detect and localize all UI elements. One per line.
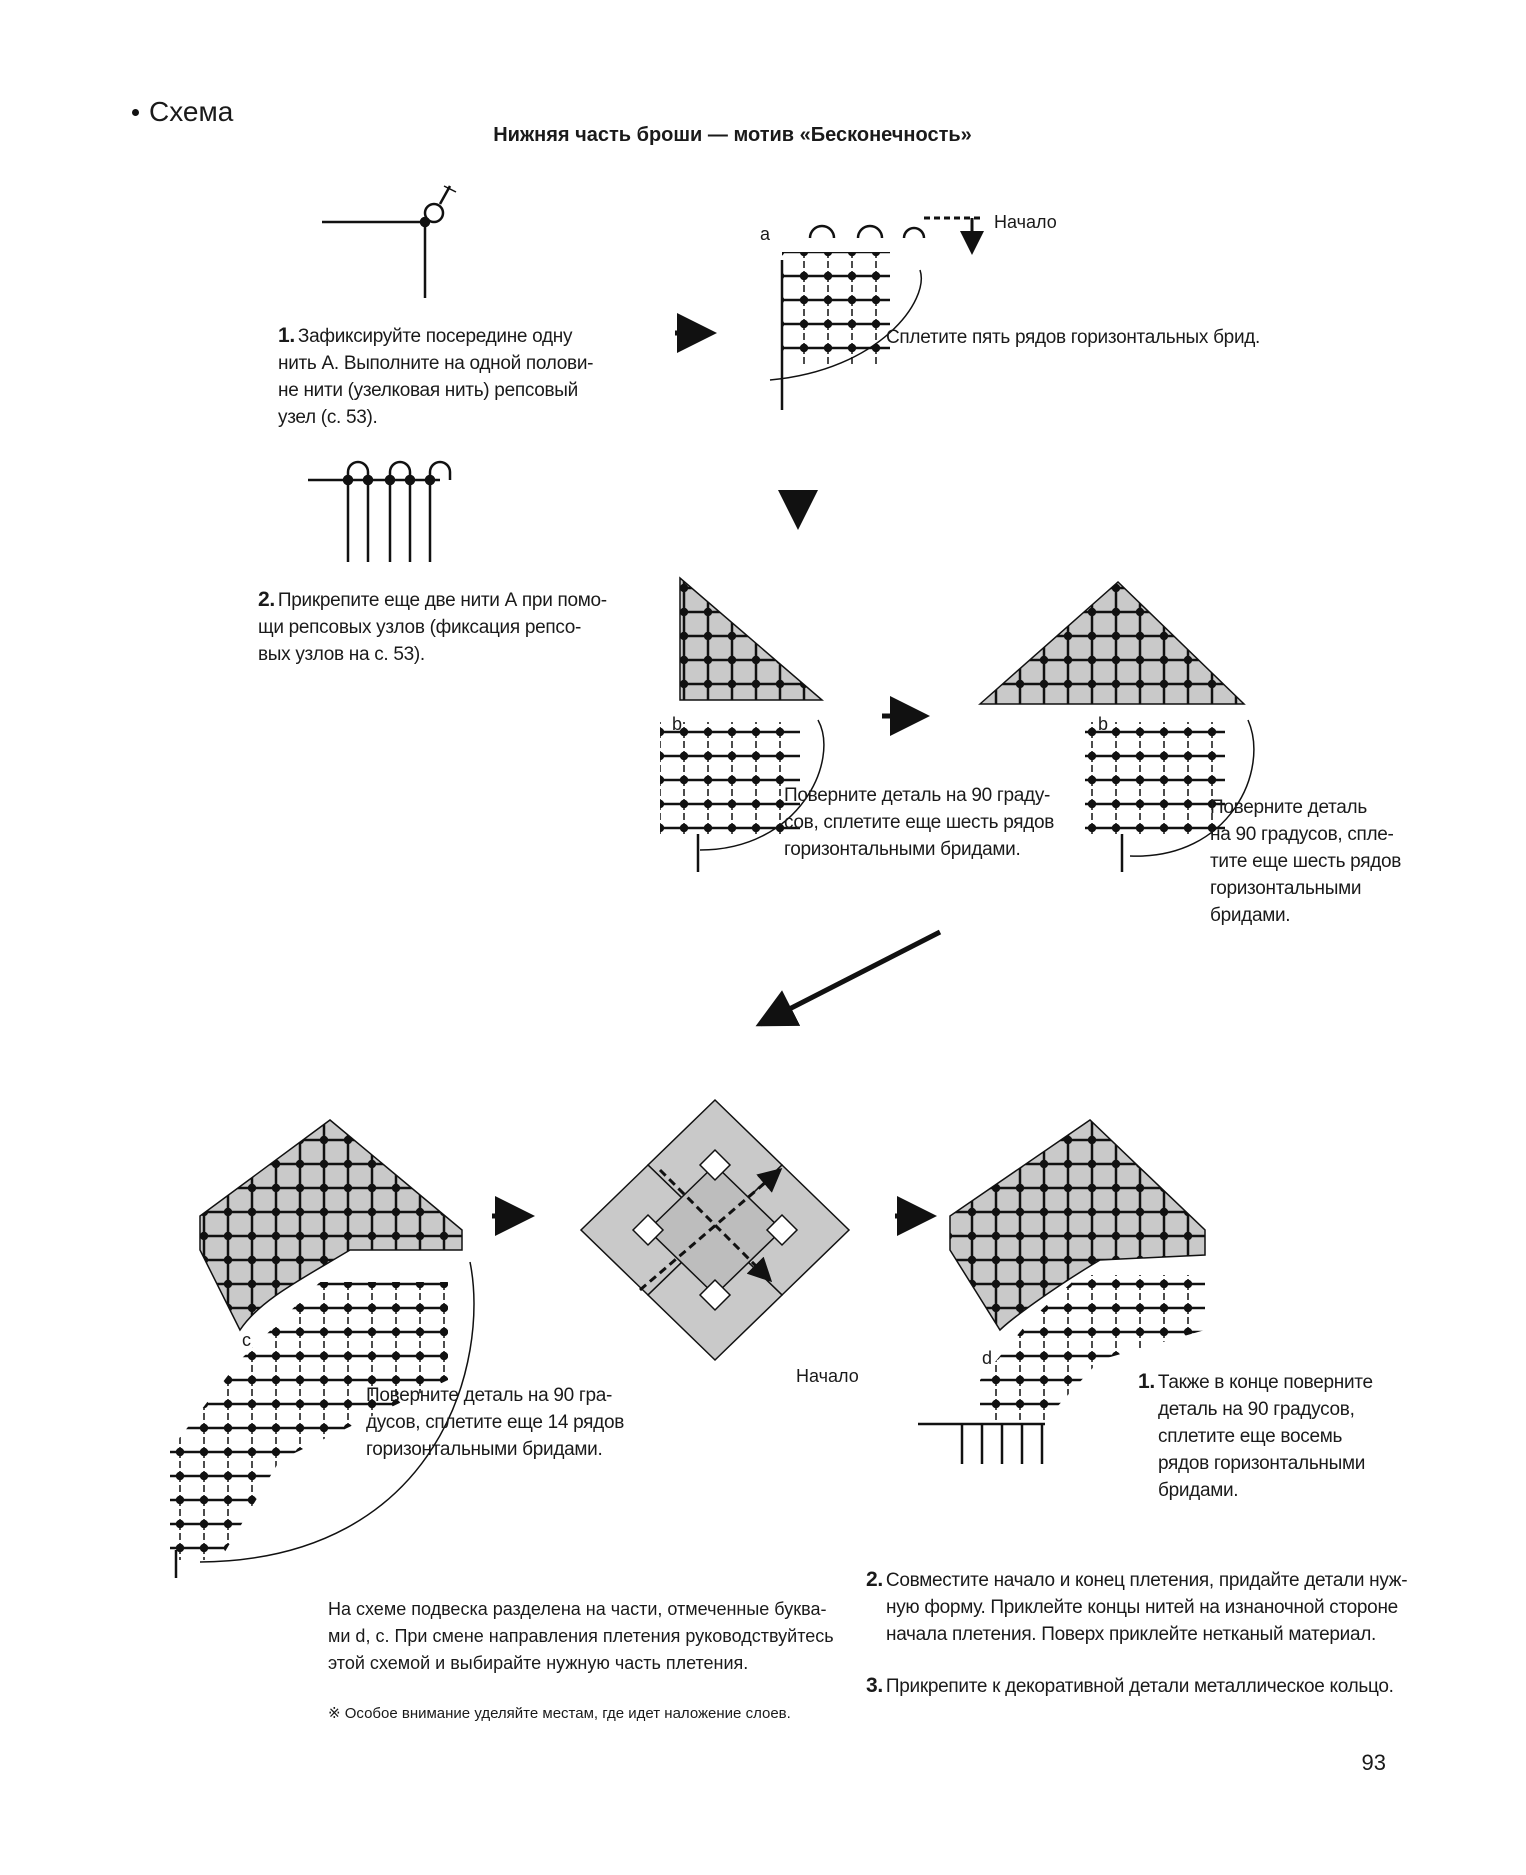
diagram-subtitle: Нижняя часть броши — мотив «Бесконечность» — [493, 124, 972, 146]
turn6-right-caption: Поверните деталь на 90 градусов, спле- тите еще шесть рядов горизонтальными бридами. — [1210, 797, 1402, 926]
fourteen-rows-grid — [170, 1120, 474, 1578]
infinity-motif — [581, 1100, 849, 1360]
arrow-diagonal-icon — [760, 932, 940, 1024]
step1-caption: 1. Зафиксируйте посередине одну нить А. Выполните на одной полови- не нити (узелковая нить) репсовый узел (с. 53). — [278, 324, 594, 428]
start-label: Начало — [796, 1366, 859, 1386]
page-number: 93 — [1361, 1750, 1386, 1775]
start-label: Начало — [994, 212, 1057, 232]
parts-note: На схеме подвеска разделена на части, отмеченные буква- ми d, c. При смене направления плетения руководствуйтесь этой схемой и выбирайте нужную часть плетения. — [328, 1599, 834, 1673]
label-c: c — [242, 1330, 251, 1350]
final2-caption: 2. Совместите начало и конец плетения, придайте детали нуж- ную форму. Приклейте концы нитей на изнаночной стороне начала плетения. Поверх приклейте нетканый материал. — [866, 1568, 1408, 1645]
final3-caption: 3. Прикрепите к декоративной детали металлическое кольцо. — [866, 1674, 1394, 1697]
five-rows-grid — [770, 218, 980, 410]
section-title: Схема — [149, 96, 234, 127]
label-b: b — [672, 714, 683, 734]
label-d: d — [982, 1348, 993, 1368]
final1-caption: 1. Также в конце поверните деталь на 90 градусов, сплетите еще восемь рядов горизонтальными бридами. — [1138, 1370, 1373, 1501]
step1-sketch — [322, 186, 456, 298]
turn6-left-caption: Поверните деталь на 90 граду- сов, сплетите еще шесть рядов горизонтальными бридами. — [784, 785, 1055, 860]
label-a: a — [760, 224, 771, 244]
step2-caption: 2. Прикрепите еще две нити А при помо- щи репсовых узлов (фиксация репсо- вых узлов на с. 53). — [258, 588, 607, 665]
five-rows-caption: Сплетите пять рядов горизонтальных брид. — [886, 327, 1261, 348]
turn14-caption: Поверните деталь на 90 гра- дусов, сплетите еще 14 рядов горизонтальными бридами. — [366, 1385, 624, 1460]
label-b: b — [1098, 714, 1109, 734]
footnote: ※ Особое внимание уделяйте местам, где идет наложение слоев. — [328, 1705, 791, 1722]
step2-sketch — [308, 462, 450, 562]
